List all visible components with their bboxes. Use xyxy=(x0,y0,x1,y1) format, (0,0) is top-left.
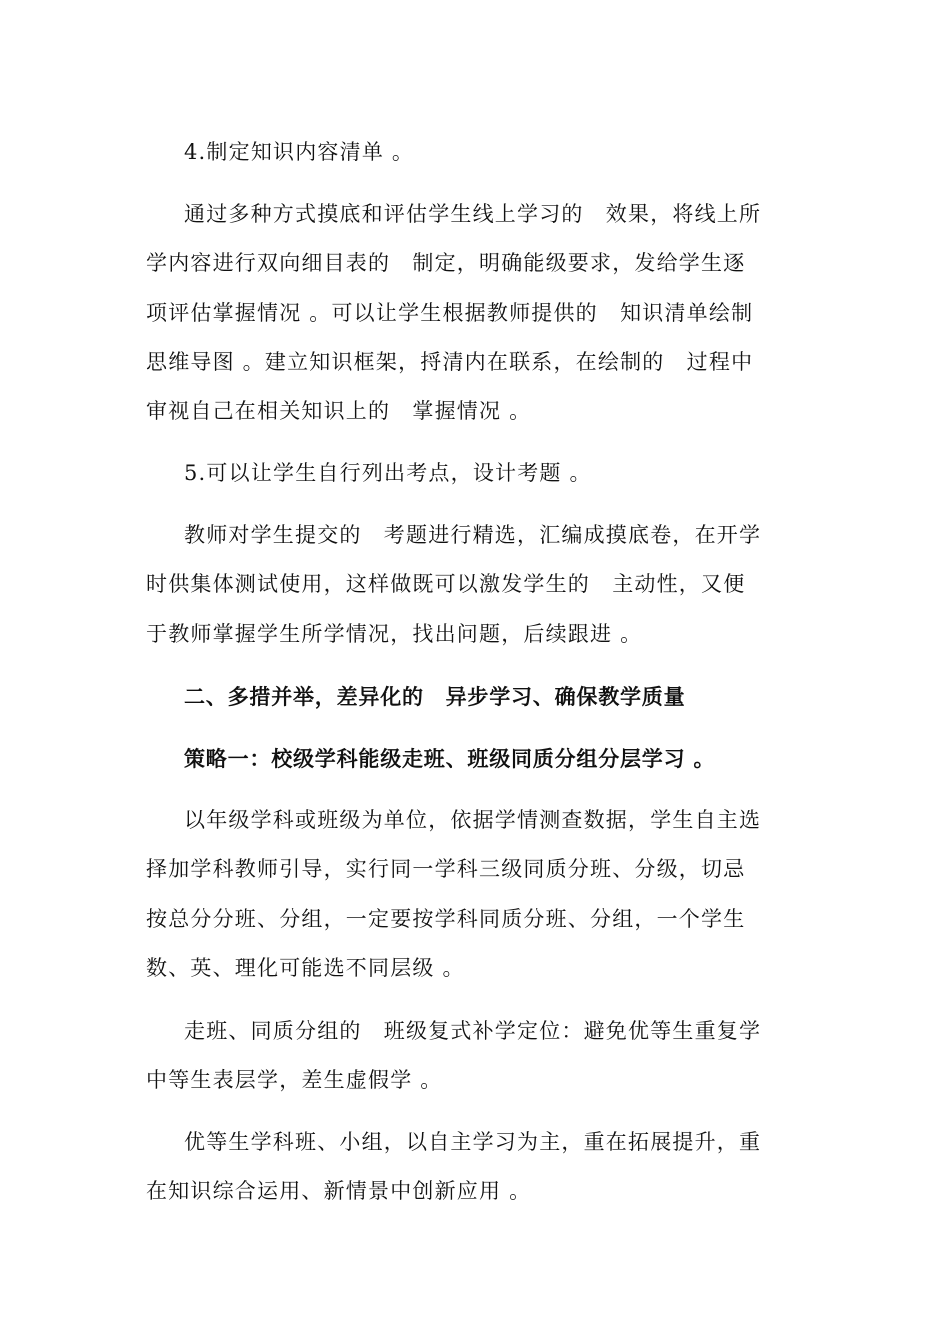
paragraph-exam-selection xyxy=(146,511,806,659)
paragraph-assessment xyxy=(146,190,806,436)
text-line: 按总分分班、分组，一定要按学科同质分班、分组，一个学生 xyxy=(146,906,746,931)
text-line: 教师对学生提交的 考题进行精选，汇编成摸底卷，在开学 xyxy=(184,523,762,547)
text-line: 二、多措并举，差异化的 异步学习、确保教学质量 xyxy=(184,684,686,709)
heading-exam-points xyxy=(146,449,806,498)
strategy-one-heading xyxy=(146,734,806,783)
text-line: 审视自己在相关知识上的 掌握情况 。 xyxy=(146,399,532,424)
section-heading-two xyxy=(146,672,806,721)
text-line: 在知识综合运用、新情景中创新应用 。 xyxy=(146,1179,532,1204)
text-line: 5.可以让学生自行列出考点，设计考题 。 xyxy=(184,461,592,485)
text-line: 项评估掌握情况 。可以让学生根据教师提供的 知识清单绘制 xyxy=(146,300,754,325)
text-line: 通过多种方式摸底和评估学生线上学习的 效果，将线上所 xyxy=(184,202,762,226)
text-line: 以年级学科或班级为单位，依据学情测查数据，学生自主选 xyxy=(184,808,762,832)
text-line: 走班、同质分组的 班级复式补学定位：避免优等生重复学 xyxy=(184,1019,762,1043)
paragraph-grouping xyxy=(146,796,806,993)
paragraph-positioning xyxy=(146,1007,806,1106)
text-line: 数、英、理化可能选不同层级 。 xyxy=(146,955,465,980)
text-line: 于教师掌握学生所学情况，找出问题，后续跟进 。 xyxy=(146,621,643,646)
paragraph-top-students xyxy=(146,1118,806,1217)
heading-knowledge-list xyxy=(146,128,806,177)
text-line: 择加学科教师引导，实行同一学科三级同质分班、分级，切忌 xyxy=(146,857,746,882)
text-line: 优等生学科班、小组，以自主学习为主，重在拓展提升，重 xyxy=(184,1130,762,1154)
text-line: 中等生表层学，差生虚假学 。 xyxy=(146,1068,443,1093)
text-line: 思维导图 。建立知识框架，捋清内在联系，在绘制的 过程中 xyxy=(146,349,754,374)
text-line: 学内容进行双向细目表的 制定，明确能级要求，发给学生逐 xyxy=(146,251,746,276)
text-line: 策略一：校级学科能级走班、班级同质分组分层学习 。 xyxy=(184,746,716,771)
text-line: 4.制定知识内容清单 。 xyxy=(184,140,415,164)
text-line: 时供集体测试使用，这样做既可以激发学生的 主动性，又便 xyxy=(146,572,746,597)
